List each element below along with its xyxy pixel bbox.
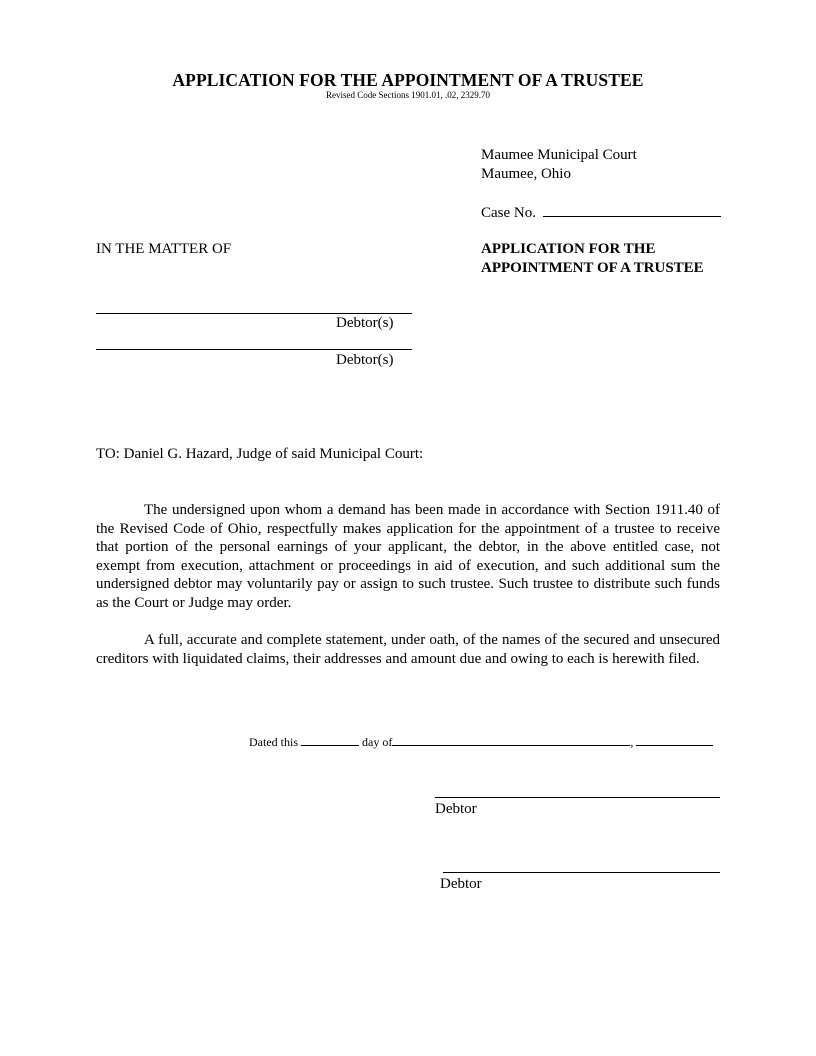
court-name: Maumee Municipal Court: [481, 147, 637, 163]
case-number-field[interactable]: [543, 204, 721, 217]
document-title: APPLICATION FOR THE APPOINTMENT OF A TRUSTEE: [172, 70, 644, 90]
debtor-name-field-1[interactable]: [96, 313, 412, 314]
court-city: Maumee, Ohio: [481, 166, 571, 182]
debtor-signature-label-1: Debtor: [435, 801, 477, 817]
year-field[interactable]: [636, 735, 713, 746]
debtor-label-2: Debtor(s): [336, 352, 394, 368]
debtor-label-1: Debtor(s): [336, 315, 394, 331]
dated-this-label: Dated this: [249, 735, 298, 749]
day-field[interactable]: [301, 735, 359, 746]
application-title-line-2: APPOINTMENT OF A TRUSTEE: [481, 260, 704, 276]
debtor-name-field-2[interactable]: [96, 349, 412, 350]
case-number-label: Case No.: [481, 205, 536, 221]
application-paragraph-2: A full, accurate and complete statement, under oath, of the names of the secured and unsecured creditors with liquidated claims, their addresses and amount due and owing to each is herewith filed.: [96, 632, 720, 667]
dated-line: [249, 735, 713, 750]
case-number-line: [481, 204, 721, 222]
debtor-signature-field-1[interactable]: [435, 797, 720, 798]
addressee-line: TO: Daniel G. Hazard, Judge of said Municipal Court:: [96, 446, 424, 462]
in-the-matter-label: IN THE MATTER OF: [96, 241, 232, 257]
debtor-signature-field-2[interactable]: [443, 872, 720, 873]
month-field[interactable]: [392, 735, 630, 746]
application-title-block: [481, 240, 704, 278]
debtor-signature-label-2: Debtor: [440, 876, 482, 892]
application-paragraph-1: The undersigned upon whom a demand has been made in accordance with Section 1911.40 of the Revised Code of Ohio, respectfully makes application for the appointment of a trustee to receive that portion of the personal earnings of your applicant, the debtor, in the above entitled case, not exempt from execution, attachment or proceedings in aid of execution, and such additional sum the undersigned debtor may voluntarily pay or assign to such trustee. Such trustee to distribute such funds as the Court or Judge may order.: [96, 502, 720, 611]
code-sections-subtitle: Revised Code Sections 1901.01, .02, 2329.70: [326, 90, 490, 100]
day-of-label: day of: [362, 735, 393, 749]
date-comma: ,: [630, 735, 634, 749]
application-title-line-1: APPLICATION FOR THE: [481, 241, 656, 257]
